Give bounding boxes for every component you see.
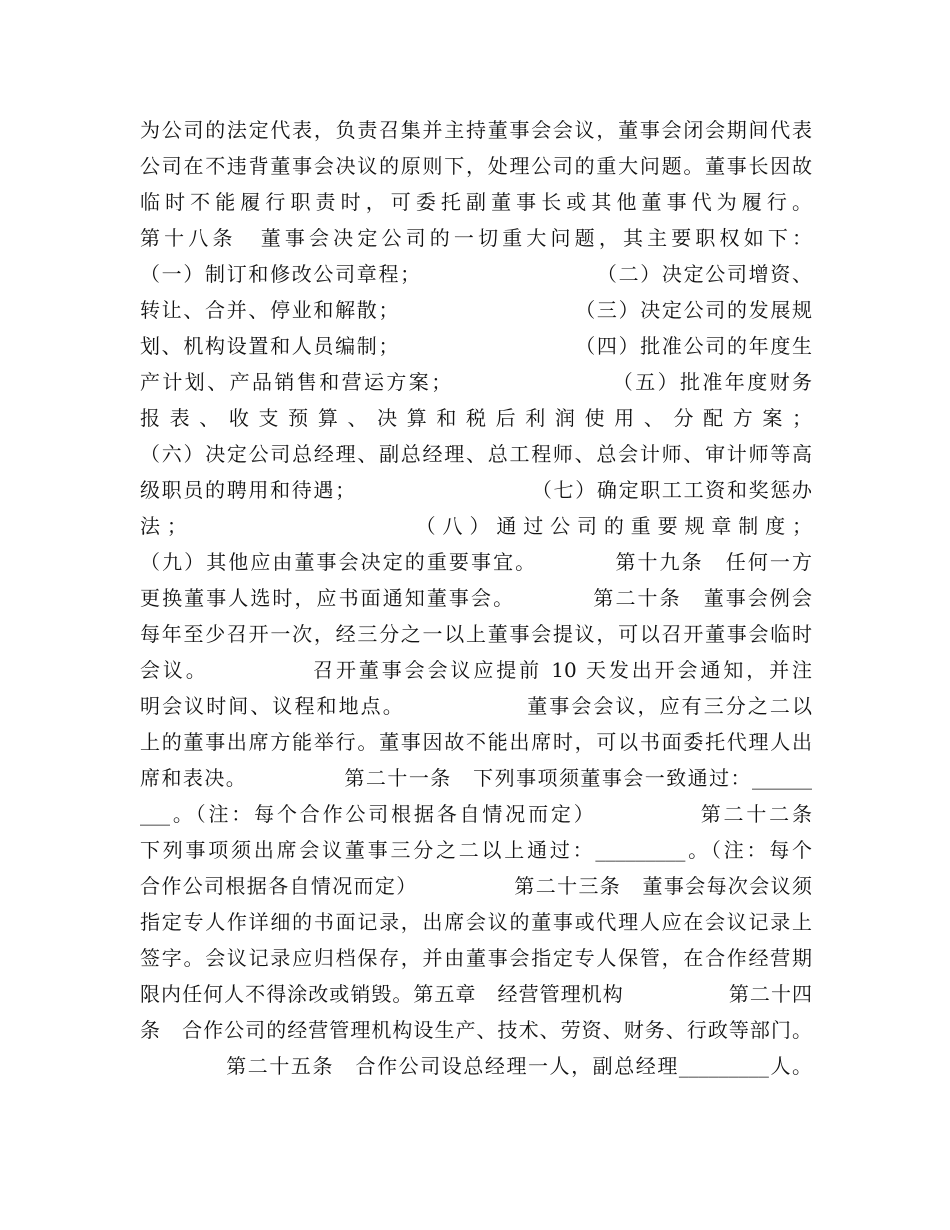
text-line-5: （一）制订和修改公司章程； （二）决定公司增资、 <box>140 262 812 286</box>
text-line-17: 明会议时间、议程和地点。 董事会会议，应有三分之二以 <box>140 694 812 718</box>
text-line-3: 临时不能履行职责时，可委托副董事长或其他董事代为履行。 <box>140 190 812 214</box>
text-line-4: 第十八条 董事会决定公司的一切重大问题，其主要职权如下： <box>140 226 812 250</box>
text-line-16: 会议。 召开董事会会议应提前 10 天发出开会通知，并注 <box>140 658 812 682</box>
text-line-24: 签字。会议记录应归档保存，并由董事会指定专人保管，在合作经营期 <box>140 946 812 970</box>
text-line-27: 第二十五条 合作公司设总经理一人，副总经理_________人。 <box>140 1054 812 1078</box>
text-line-15: 每年至少召开一次，经三分之一以上董事会提议，可以召开董事会临时 <box>140 622 812 646</box>
text-line-25: 限内任何人不得涂改或销毁。第五章 经营管理机构 第二十四 <box>140 982 812 1006</box>
text-line-6: 转让、合并、停业和解散； （三）决定公司的发展规 <box>140 298 812 322</box>
text-line-21: 下列事项须出席会议董事三分之二以上通过：_________。（注：每个 <box>140 838 812 862</box>
text-line-9: 报表、收支预算、决算和税后利润使用、分配方案； <box>140 406 812 430</box>
text-line-13: （九）其他应由董事会决定的重要事宜。 第十九条 任何一方 <box>140 550 812 574</box>
text-line-19: 席和表决。 第二十一条 下列事项须董事会一致通过：______ <box>140 766 812 790</box>
text-line-12: 法； （八）通过公司的重要规章制度； <box>140 514 812 538</box>
text-line-18: 上的董事出席方能举行。董事因故不能出席时，可以书面委托代理人出 <box>140 730 812 754</box>
text-line-20: ___。（注：每个合作公司根据各自情况而定） 第二十二条 <box>140 802 812 826</box>
text-line-22: 合作公司根据各自情况而定） 第二十三条 董事会每次会议须 <box>140 874 812 898</box>
text-line-14: 更换董事人选时，应书面通知董事会。 第二十条 董事会例会 <box>140 586 812 610</box>
text-line-10: （六）决定公司总经理、副总经理、总工程师、总会计师、审计师等高 <box>140 442 812 466</box>
text-line-7: 划、机构设置和人员编制； （四）批准公司的年度生 <box>140 334 812 358</box>
text-line-8: 产计划、产品销售和营运方案； （五）批准年度财务 <box>140 370 812 394</box>
text-line-23: 指定专人作详细的书面记录，出席会议的董事或代理人应在会议记录上 <box>140 910 812 934</box>
text-line-1: 为公司的法定代表，负责召集并主持董事会会议，董事会闭会期间代表 <box>140 118 812 142</box>
text-line-2: 公司在不违背董事会决议的原则下，处理公司的重大问题。董事长因故 <box>140 154 812 178</box>
text-line-11: 级职员的聘用和待遇； （七）确定职工工资和奖惩办 <box>140 478 812 502</box>
text-line-26: 条 合作公司的经营管理机构设生产、技术、劳资、财务、行政等部门。 <box>140 1018 812 1042</box>
